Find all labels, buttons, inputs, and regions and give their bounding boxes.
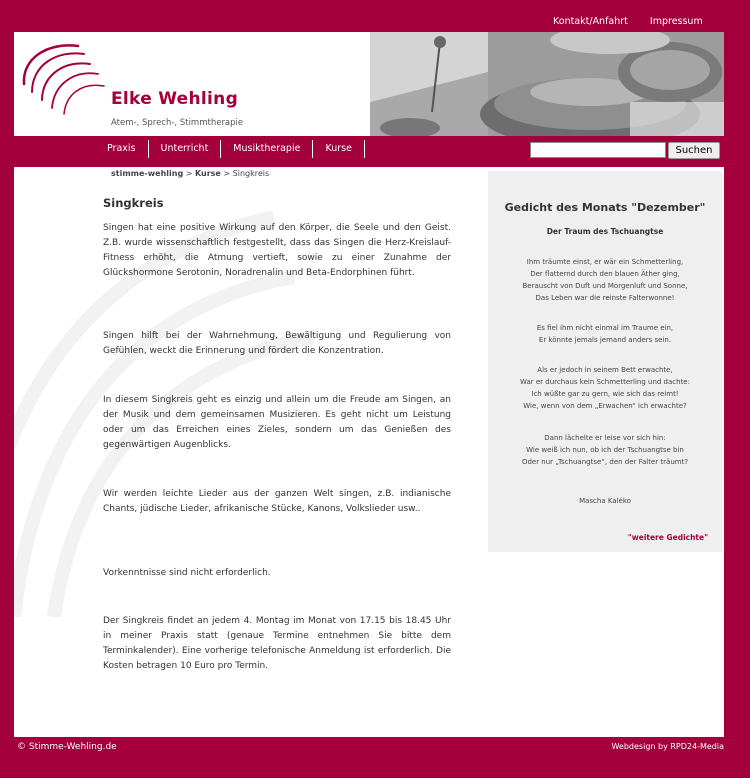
article-paragraph: Der Singkreis findet an jedem 4. Montag im Monat von 17.15 bis 18.45 Uhr in meiner Praxis statt (genaue Termine entnehmen Sie bitte dem Terminkalender). Eine vorherige telefonische Anmeldung ist erforderlich. Die Kosten betragen 10 Euro pro Termin.: [103, 616, 451, 671]
article-paragraph: Singen hilft bei der Wahrnehmung, Bewältigung und Regulierung von Gefühlen, weckt die Erinnerung und fördert die Konzentration.: [103, 331, 451, 356]
nav-item-kurse[interactable]: Kurse: [313, 140, 364, 158]
contact-link[interactable]: Kontakt/Anfahrt: [553, 16, 628, 27]
poem-stanza: Als er jedoch in seinem Bett erwachte, War er durchaus kein Schmetterling und dachte: Ich wüßte gar zu gern, wie sich das reimt! Wie, wenn von dem „Erwachen“ ich erwachte?: [520, 366, 690, 410]
nav-item-unterricht[interactable]: Unterricht: [149, 140, 222, 158]
logo-arcs-icon: [18, 36, 108, 116]
poem-author: Mascha Kaléko: [579, 497, 631, 505]
breadcrumb-section[interactable]: Kurse: [194, 169, 221, 178]
article-paragraph: Wir werden leichte Lieder aus der ganzen Welt singen, z.B. indianische Chants, jüdische Lieder, afrikanische Stücke, Kanons, Volkslieder usw..: [103, 489, 451, 514]
poem-stanza: Es fiel ihm nicht einmal im Traume ein, Er könnte jemals jemand anders sein.: [536, 324, 674, 344]
impressum-link[interactable]: Impressum: [649, 16, 703, 27]
poem-title: Der Traum des Tschuangtse: [546, 227, 664, 236]
sidebar-title: Gedicht des Monats "Dezember": [504, 201, 706, 214]
nav-item-praxis[interactable]: Praxis: [95, 140, 149, 158]
breadcrumb-home[interactable]: stimme-wehling: [111, 169, 184, 178]
header: [14, 32, 724, 136]
header-photo: [370, 32, 724, 136]
breadcrumb-separator: >: [183, 169, 195, 178]
article-paragraph: Vorkenntnisse sind nicht erforderlich.: [103, 568, 271, 578]
footer-copyright: © Stimme-Wehling.de: [17, 742, 117, 752]
article-paragraph: Singen hat eine positive Wirkung auf den Körper, die Seele und den Geist. Z.B. wurde wissenschaftlich festgestellt, dass das Singen die Herz-Kreislauf-Fitness erhöht, die Atmung vertieft, sowie zu einer Zunahme der Glückshormone Serotonin, Noradrenalin und Beta-Endorphinen führt.: [103, 223, 451, 278]
singing-bowls-image: [370, 32, 724, 136]
poem-stanza: Ihm träumte einst, er wär ein Schmetterling, Der flatternd durch den blauen Äther ging, Berauscht von Duft und Morgenluft und Sonne, Das Leben war die reinste Falterwonne!: [522, 258, 688, 302]
more-poems-link[interactable]: "weitere Gedichte": [627, 533, 708, 542]
search-button[interactable]: Suchen: [668, 142, 720, 159]
footer-credit[interactable]: Webdesign by RPD24-Media: [611, 742, 724, 751]
page-title: Singkreis: [103, 196, 164, 210]
breadcrumb-separator: >: [220, 169, 233, 178]
content-area: [14, 167, 724, 737]
main-nav: [95, 140, 365, 158]
poem-sidebar: [488, 171, 722, 552]
breadcrumb: [111, 169, 269, 178]
brand-tagline: Atem-, Sprech-, Stimmtherapie: [111, 118, 244, 128]
article-paragraph: In diesem Singkreis geht es einzig und allein um die Freude am Singen, an der Musik und dem gemeinsamen Musizieren. Es geht nicht um Leistung oder um das Erreichen eines Zieles, sondern um das Genießen des gegenwärtigen Augenblicks.: [103, 395, 451, 450]
brand-name[interactable]: Elke Wehling: [111, 89, 239, 109]
breadcrumb-current: Singkreis: [232, 169, 270, 178]
search-input[interactable]: [530, 142, 666, 158]
top-nav: [553, 16, 703, 27]
nav-item-musiktherapie[interactable]: Musiktherapie: [221, 140, 313, 158]
poem-stanza: Dann lächelte er leise vor sich hin: Wie weiß ich nun, ob ich der Tschuangtse bin Oder nur „Tschuangtse“, den der Falter träumt?: [521, 434, 689, 466]
